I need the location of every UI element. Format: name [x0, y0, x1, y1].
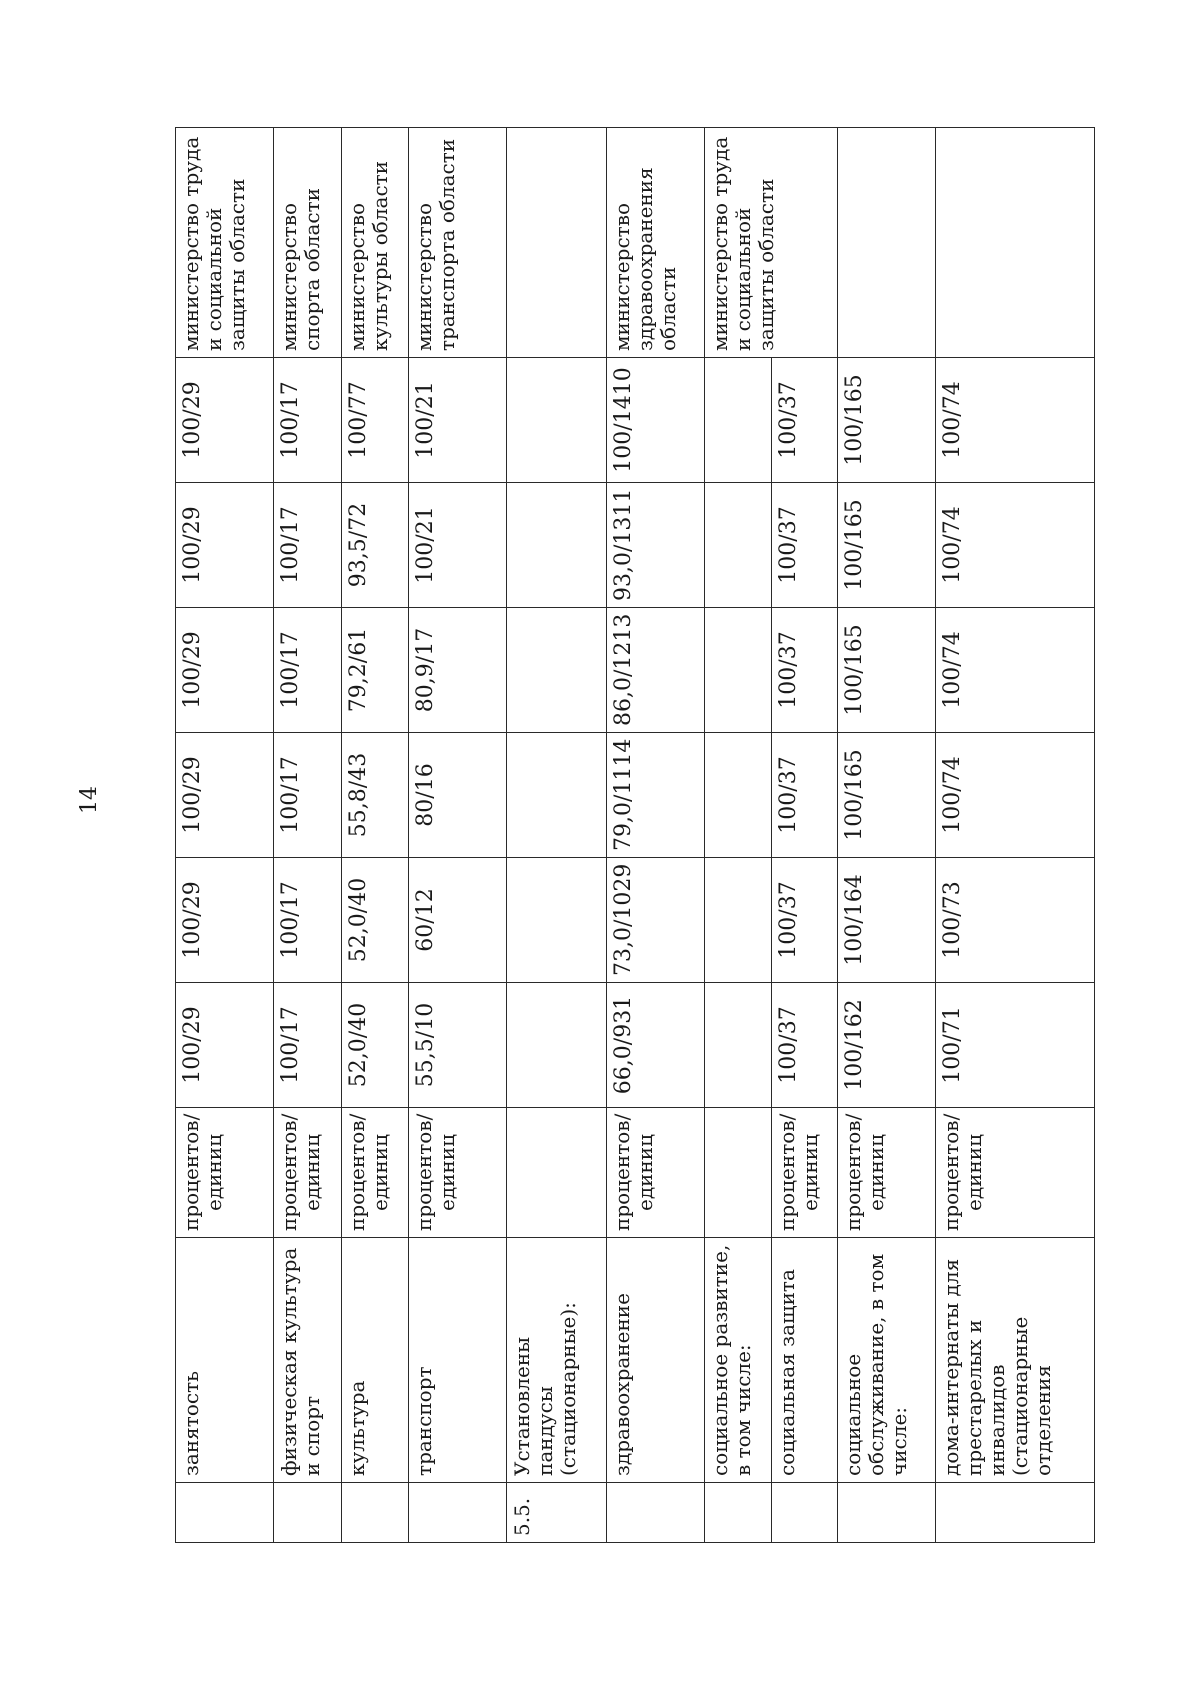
row-number-cell — [771, 1483, 838, 1543]
value-cell: 79,2/61 — [342, 608, 409, 733]
responsible-cell — [935, 128, 1094, 358]
row-number-cell — [704, 1483, 771, 1543]
table-row — [607, 128, 705, 1543]
value-cell — [704, 358, 771, 483]
value-cell: 100/74 — [935, 358, 1094, 483]
table-row — [506, 128, 607, 1543]
value-cell: 100/17 — [273, 358, 342, 483]
unit-cell: процентов/ единиц — [409, 1108, 507, 1238]
table-row — [273, 128, 342, 1543]
value-cell: 100/77 — [342, 358, 409, 483]
table-container — [175, 128, 1095, 1543]
responsible-cell: министерство спорта области — [273, 128, 342, 358]
value-cell: 100/165 — [838, 608, 936, 733]
table-row — [176, 128, 274, 1543]
value-cell: 73,0/1029 — [607, 858, 705, 983]
unit-cell: процентов/ единиц — [838, 1108, 936, 1238]
value-cell — [704, 483, 771, 608]
value-cell: 100/37 — [771, 358, 838, 483]
value-cell: 100/21 — [409, 358, 507, 483]
table-row — [409, 128, 507, 1543]
indicator-name-cell: транспорт — [409, 1238, 507, 1483]
table-row — [342, 128, 409, 1543]
value-cell: 100/73 — [935, 858, 1094, 983]
table-row — [704, 128, 771, 1543]
row-number-cell — [176, 1483, 274, 1543]
value-cell: 60/12 — [409, 858, 507, 983]
row-number-cell — [935, 1483, 1094, 1543]
indicator-name-cell: социальное развитие, в том числе: — [704, 1238, 771, 1483]
indicator-name-cell: здравоохранение — [607, 1238, 705, 1483]
value-cell — [704, 983, 771, 1108]
value-cell: 100/29 — [176, 733, 274, 858]
value-cell: 100/17 — [273, 483, 342, 608]
value-cell: 93,0/1311 — [607, 483, 705, 608]
value-cell: 100/37 — [771, 733, 838, 858]
value-cell: 52,0/40 — [342, 858, 409, 983]
value-cell: 100/165 — [838, 483, 936, 608]
indicator-name-cell: Установлены пандусы (стационарные): — [506, 1238, 607, 1483]
row-number-cell — [342, 1483, 409, 1543]
row-number-cell — [607, 1483, 705, 1543]
value-cell: 100/29 — [176, 858, 274, 983]
row-number-cell — [273, 1483, 342, 1543]
value-cell: 100/164 — [838, 858, 936, 983]
responsible-cell: министерство культуры области — [342, 128, 409, 358]
indicator-name-cell: культура — [342, 1238, 409, 1483]
value-cell: 100/74 — [935, 608, 1094, 733]
row-number-cell — [409, 1483, 507, 1543]
responsible-cell: министерство транспорта области — [409, 128, 507, 358]
value-cell: 100/17 — [273, 608, 342, 733]
value-cell: 100/71 — [935, 983, 1094, 1108]
responsible-cell: министерство труда и социальной защиты области — [176, 128, 274, 358]
indicators-table — [175, 127, 1095, 1543]
value-cell: 100/17 — [273, 733, 342, 858]
value-cell: 100/29 — [176, 983, 274, 1108]
value-cell — [506, 983, 607, 1108]
value-cell: 100/37 — [771, 858, 838, 983]
unit-cell — [506, 1108, 607, 1238]
value-cell — [704, 733, 771, 858]
value-cell: 100/1410 — [607, 358, 705, 483]
value-cell: 93,5/72 — [342, 483, 409, 608]
indicator-name-cell: социальное обслуживание, в том числе: — [838, 1238, 936, 1483]
value-cell: 100/162 — [838, 983, 936, 1108]
value-cell — [704, 608, 771, 733]
value-cell — [506, 608, 607, 733]
value-cell: 66,0/931 — [607, 983, 705, 1108]
value-cell — [506, 858, 607, 983]
unit-cell: процентов/ единиц — [607, 1108, 705, 1238]
row-number-cell — [838, 1483, 936, 1543]
value-cell — [506, 733, 607, 858]
value-cell: 100/165 — [838, 733, 936, 858]
value-cell: 100/74 — [935, 733, 1094, 858]
responsible-cell: министерство труда и социальной защиты области — [704, 128, 838, 358]
unit-cell: процентов/ единиц — [342, 1108, 409, 1238]
unit-cell: процентов/ единиц — [176, 1108, 274, 1238]
value-cell: 80/16 — [409, 733, 507, 858]
indicator-name-cell: занятость — [176, 1238, 274, 1483]
responsible-cell — [506, 128, 607, 358]
value-cell: 100/74 — [935, 483, 1094, 608]
value-cell: 79,0/1114 — [607, 733, 705, 858]
unit-cell: процентов/ единиц — [273, 1108, 342, 1238]
value-cell: 100/37 — [771, 608, 838, 733]
page-number: 14 — [77, 786, 102, 814]
value-cell: 100/17 — [273, 983, 342, 1108]
indicator-name-cell: физическая культура и спорт — [273, 1238, 342, 1483]
responsible-cell — [838, 128, 936, 358]
value-cell: 100/17 — [273, 858, 342, 983]
responsible-cell: министерство здравоохранения области — [607, 128, 705, 358]
value-cell: 55,5/10 — [409, 983, 507, 1108]
value-cell: 100/29 — [176, 358, 274, 483]
value-cell: 100/165 — [838, 358, 936, 483]
value-cell — [506, 358, 607, 483]
value-cell: 100/29 — [176, 608, 274, 733]
value-cell — [506, 483, 607, 608]
table-row — [838, 128, 936, 1543]
value-cell: 100/37 — [771, 483, 838, 608]
indicator-name-cell: дома-интернаты для престарелых и инвалидов (стационарные отделения — [935, 1238, 1094, 1483]
value-cell: 52,0/40 — [342, 983, 409, 1108]
value-cell: 100/37 — [771, 983, 838, 1108]
row-number-cell: 5.5. — [506, 1483, 607, 1543]
indicator-name-cell: социальная защита — [771, 1238, 838, 1483]
value-cell: 86,0/1213 — [607, 608, 705, 733]
unit-cell: процентов/ единиц — [935, 1108, 1094, 1238]
unit-cell — [704, 1108, 771, 1238]
value-cell: 55,8/43 — [342, 733, 409, 858]
value-cell: 100/29 — [176, 483, 274, 608]
value-cell: 100/21 — [409, 483, 507, 608]
table-row — [935, 128, 1094, 1543]
value-cell — [704, 858, 771, 983]
value-cell: 80,9/17 — [409, 608, 507, 733]
unit-cell: процентов/ единиц — [771, 1108, 838, 1238]
